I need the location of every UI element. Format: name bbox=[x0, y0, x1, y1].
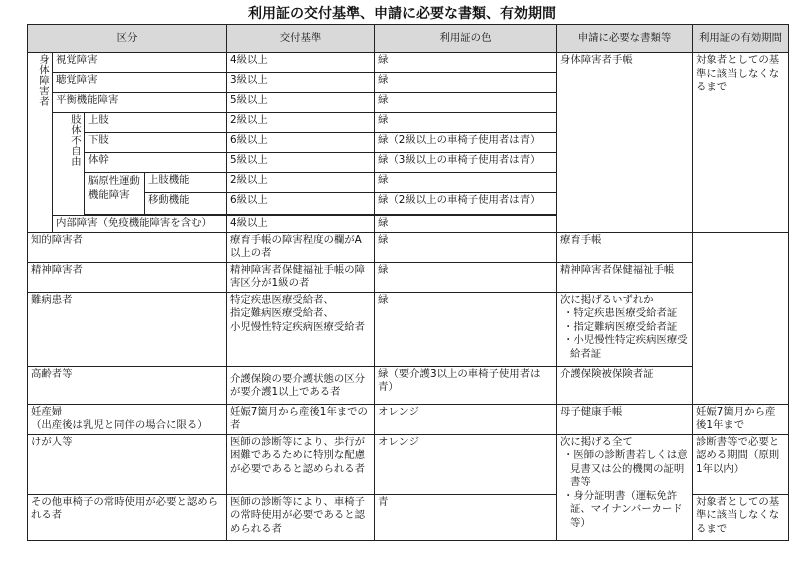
header-validity: 利用証の有効期間 bbox=[693, 25, 789, 53]
criteria-cell: 医師の診断等により、車椅子の常時使用が必要であると認められる者 bbox=[227, 494, 375, 540]
color-cell: 緑 bbox=[375, 93, 557, 113]
header-category: 区分 bbox=[28, 25, 227, 53]
pregnant-note: （出産後は乳児と同伴の場合に限る） bbox=[31, 419, 208, 431]
limbs-group-label: 肢体不自由 bbox=[53, 113, 85, 216]
row-label: 上肢 bbox=[85, 113, 227, 133]
table-row bbox=[28, 232, 789, 262]
criteria-cell: 5級以上 bbox=[227, 153, 375, 173]
color-cell: 緑 bbox=[375, 216, 557, 233]
criteria-line: 小児慢性特定疾病医療受給者 bbox=[230, 320, 366, 333]
row-label: 視覚障害 bbox=[53, 53, 227, 73]
row-label: 難病患者 bbox=[28, 292, 227, 366]
header-row bbox=[28, 25, 789, 53]
table-row bbox=[28, 404, 789, 434]
documents-item: ・身分証明書（運転免許証、マイナンバーカード等） bbox=[563, 489, 683, 529]
criteria-cell: 6級以上 bbox=[227, 133, 375, 153]
criteria-cell: 4級以上 bbox=[227, 53, 375, 73]
page-title: 利用証の交付基準、申請に必要な書類、有効期間 bbox=[248, 6, 556, 22]
pregnant-label: 妊産婦 bbox=[31, 405, 63, 418]
header-documents: 申請に必要な書類等 bbox=[557, 25, 693, 53]
validity-cell: 対象者としての基準に該当しなくなるまで bbox=[693, 494, 789, 540]
color-cell: 緑 bbox=[375, 262, 557, 292]
criteria-cell bbox=[227, 292, 375, 366]
criteria-cell: 4級以上 bbox=[227, 216, 375, 233]
color-cell: 緑（3級以上の車椅子使用者は青） bbox=[375, 153, 557, 173]
row-label: 知的障害者 bbox=[28, 232, 227, 262]
table-row bbox=[28, 53, 789, 73]
color-cell: 青 bbox=[375, 494, 557, 540]
criteria-cell: 療育手帳の障害程度の欄がA以上の者 bbox=[227, 232, 375, 262]
documents-item: ・指定難病医療受給者証 bbox=[563, 320, 678, 333]
row-label: 下肢 bbox=[85, 133, 227, 153]
criteria-cell: 医師の診断等により、歩行が困難であるために特別な配慮が必要であると認められる者 bbox=[227, 434, 375, 494]
row-label: 上肢機能 bbox=[145, 173, 227, 193]
documents-item: ・医師の診断書若しくは意見書又は公的機関の証明書等 bbox=[563, 449, 688, 488]
documents-intro: 次に掲げる全て bbox=[560, 435, 633, 448]
documents-item: ・特定疾患医療受給者証 bbox=[563, 307, 678, 319]
criteria-line: 特定疾患医療受給者、 bbox=[230, 293, 334, 306]
row-label: 内部障害（免疫機能障害を含む） bbox=[53, 216, 227, 233]
color-cell: オレンジ bbox=[375, 404, 557, 434]
row-label: その他車椅子の常時使用が必要と認められる者 bbox=[28, 494, 227, 540]
row-label: けが人等 bbox=[28, 434, 227, 494]
validity-cell: 診断書等で必要と認める期間（原則1年以内） bbox=[693, 434, 789, 494]
row-label bbox=[28, 404, 227, 434]
color-cell: 緑 bbox=[375, 53, 557, 73]
cerebral-group-label: 脳原性運動機能障害 bbox=[85, 173, 145, 215]
color-cell: 緑 bbox=[375, 232, 557, 262]
documents-cell: 療育手帳 bbox=[557, 232, 693, 262]
color-cell: 緑 bbox=[375, 73, 557, 93]
validity-cell: 対象者としての基準に該当しなくなるまで bbox=[693, 53, 789, 233]
color-cell: 緑（要介護3以上の車椅子使用者は青） bbox=[375, 366, 557, 404]
criteria-cell: 2級以上 bbox=[227, 173, 375, 193]
criteria-cell: 5級以上 bbox=[227, 93, 375, 113]
table-row bbox=[28, 434, 789, 494]
color-cell: 緑 bbox=[375, 113, 557, 133]
criteria-line: 指定難病医療受給者、 bbox=[230, 307, 334, 319]
color-cell: オレンジ bbox=[375, 434, 557, 494]
criteria-table bbox=[27, 24, 789, 541]
documents-cell: 介護保険被保険者証 bbox=[557, 366, 693, 404]
documents-cell bbox=[557, 292, 693, 366]
row-label: 平衡機能障害 bbox=[53, 93, 227, 113]
row-label: 移動機能 bbox=[145, 193, 227, 215]
color-cell: 緑（2級以上の車椅子使用者は青） bbox=[375, 193, 557, 215]
criteria-cell: 2級以上 bbox=[227, 113, 375, 133]
table-row bbox=[28, 292, 789, 366]
documents-cell: 精神障害者保健福祉手帳 bbox=[557, 262, 693, 292]
documents-cell: 身体障害者手帳 bbox=[557, 53, 693, 233]
row-label: 聴覚障害 bbox=[53, 73, 227, 93]
row-label: 精神障害者 bbox=[28, 262, 227, 292]
validity-cell bbox=[693, 232, 789, 404]
criteria-cell: 介護保険の要介護状態の区分が要介護1以上である者 bbox=[227, 366, 375, 404]
row-label: 高齢者等 bbox=[28, 366, 227, 404]
color-cell: 緑（2級以上の車椅子使用者は青） bbox=[375, 133, 557, 153]
criteria-cell: 精神障害者保健福祉手帳の障害区分が1級の者 bbox=[227, 262, 375, 292]
validity-cell: 妊娠7箇月から産後1年まで bbox=[693, 404, 789, 434]
documents-cell bbox=[557, 434, 693, 540]
header-criteria: 交付基準 bbox=[227, 25, 375, 53]
documents-item: ・小児慢性特定疾病医療受給者証 bbox=[563, 334, 688, 360]
physical-group-label: 身体障害者 bbox=[28, 53, 53, 233]
criteria-cell: 6級以上 bbox=[227, 193, 375, 215]
documents-cell: 母子健康手帳 bbox=[557, 404, 693, 434]
criteria-cell: 3級以上 bbox=[227, 73, 375, 93]
color-cell: 緑 bbox=[375, 292, 557, 366]
color-cell: 緑 bbox=[375, 173, 557, 193]
documents-intro: 次に掲げるいずれか bbox=[560, 293, 654, 306]
row-label: 体幹 bbox=[85, 153, 227, 173]
header-color: 利用証の色 bbox=[375, 25, 557, 53]
table-row bbox=[28, 262, 789, 292]
table-row bbox=[28, 366, 789, 404]
criteria-cell: 妊娠7箇月から産後1年までの者 bbox=[227, 404, 375, 434]
